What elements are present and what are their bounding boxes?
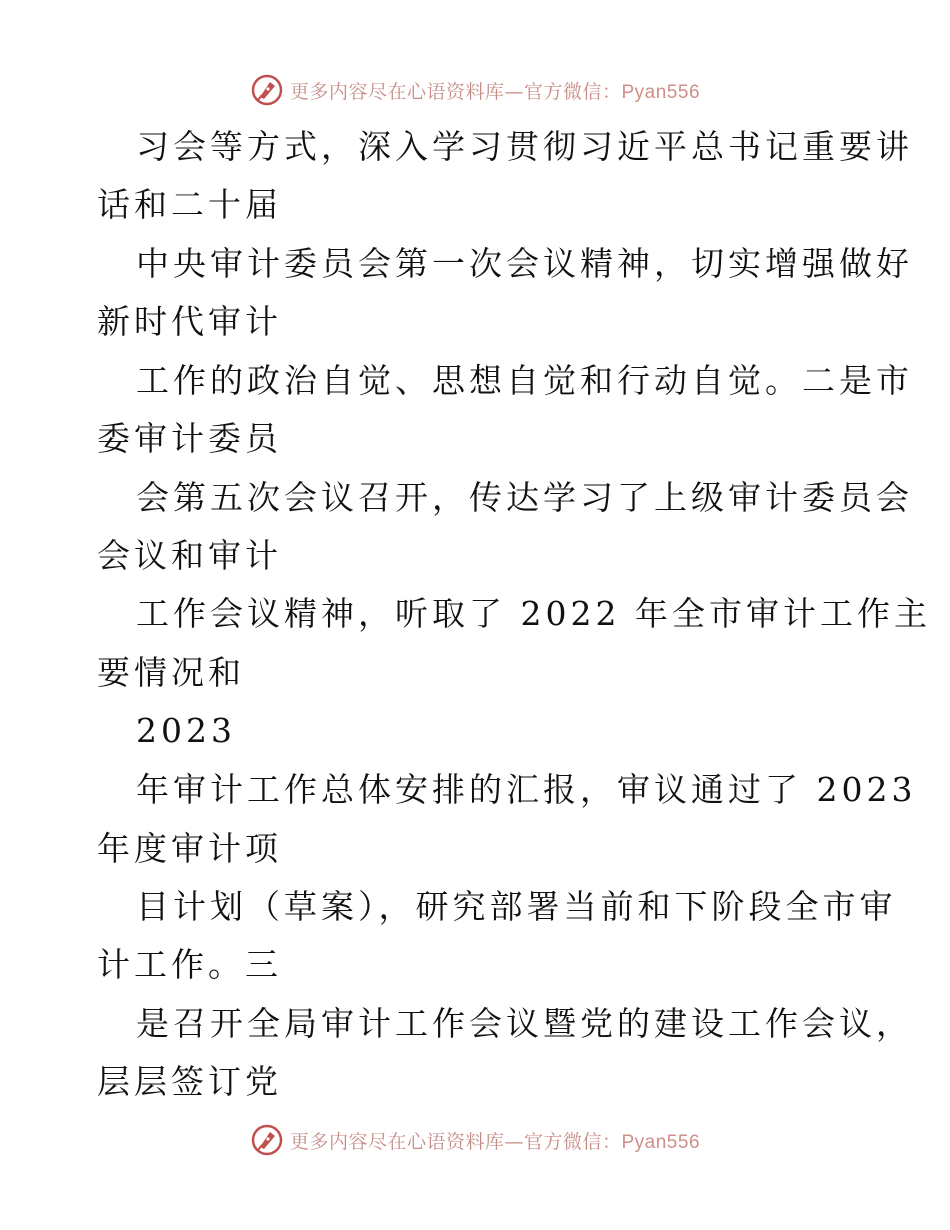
text-line: 习会等方式，深入学习贯彻习近平总书记重要讲 [136,127,913,166]
watermark-text: 更多内容尽在心语资料库—官方微信：Pyan556 [289,1130,701,1153]
text-line: 是召开全局审计工作会议暨党的建设工作会议， [136,1004,913,1043]
text-line: 目计划（草案），研究部署当前和下阶段全市审 [136,887,897,926]
watermark-text: 更多内容尽在心语资料库—官方微信：Pyan556 [289,80,701,103]
text-line: 年审计工作总体安排的汇报，审议通过了 2023 [136,770,917,809]
text-line: 要情况和 [97,653,245,692]
text-line: 工作的政治自觉、思想自觉和行动自觉。二是市 [136,361,913,400]
text-line: 年度审计项 [97,829,282,868]
text-line: 中央审计委员会第一次会议精神，切实增强做好 [136,244,913,283]
text-line: 话和二十届 [97,185,282,224]
text-line: 计工作。三 [97,945,282,984]
text-line: 委审计委员 [97,419,282,458]
text-line: 会第五次会议召开，传达学习了上级审计委员会 [136,478,913,517]
text-line: 会议和审计 [97,536,282,575]
text-line: 工作会议精神，听取了 2022 年全市审计工作主 [136,594,931,633]
footer-watermark [0,1120,950,1160]
text-line: 2023 [136,711,236,750]
text-line: 层层签订党 [97,1062,282,1101]
text-line: 新时代审计 [97,302,282,341]
pen-nib-circle-icon [250,1123,284,1157]
